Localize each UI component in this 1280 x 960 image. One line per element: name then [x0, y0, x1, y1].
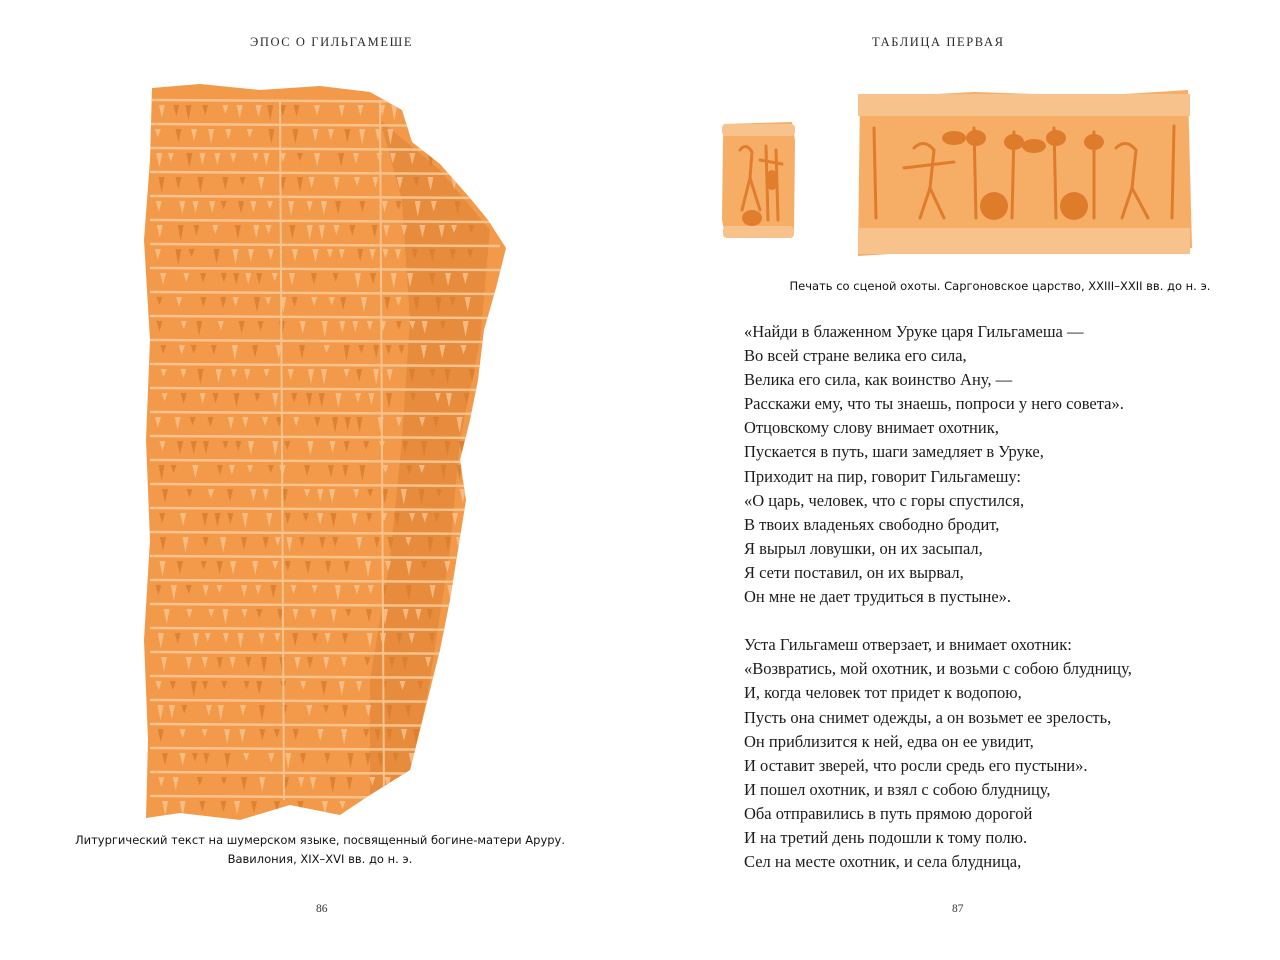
poem-line: Пусть она снимет одежды, а он возьмет ее зрелость,	[744, 707, 1112, 727]
seal-caption: Печать со сценой охоты. Саргоновское царство, XXIII–XXII вв. до н. э.	[789, 279, 1211, 293]
poem-line: Я вырыл ловушки, он их засыпал,	[744, 538, 983, 558]
poem-line: Во всей стране велика его сила,	[744, 346, 967, 366]
stanza-gap	[744, 609, 1132, 633]
poem-text	[744, 320, 1132, 874]
poem-line: Велика его сила, как воинство Ану, —	[744, 370, 1013, 390]
page-number-left: 86	[316, 903, 328, 915]
cylinder-seal-illustration	[720, 120, 798, 240]
poem-line: Уста Гильгамеш отверзает, и внимает охотник:	[744, 635, 1072, 655]
poem-line: «О царь, человек, что с горы спустился,	[744, 490, 1025, 510]
poem-line: Пускается в путь, шаги замедляет в Уруке,	[744, 442, 1044, 462]
poem-line: И на третий день подошли к тому полю.	[744, 827, 1028, 847]
cuneiform-tablet-illustration	[140, 80, 510, 825]
poem-line: Отцовскому слову внимает охотник,	[744, 418, 999, 438]
poem-line: Расскажи ему, что ты знаешь, попроси у него совета».	[744, 394, 1124, 414]
poem-line: В твоих владеньях свободно бродит,	[744, 514, 1000, 534]
right-page	[640, 0, 1280, 960]
tablet-caption-line1: Литургический текст на шумерском языке, посвященный богине-матери Аруру.	[74, 833, 566, 847]
poem-line: Он мне не дает трудиться в пустыне».	[744, 587, 1012, 607]
stanza-1	[744, 320, 1132, 609]
poem-line: Сел на месте охотник, и села блудница,	[744, 852, 1022, 872]
poem-line: «Возвратись, мой охотник, и возьми с собою блудницу,	[744, 659, 1132, 679]
running-head-left: ЭПОС О ГИЛЬГАМЕШЕ	[250, 35, 414, 49]
poem-line: И, когда человек тот придет к водопою,	[744, 683, 1022, 703]
poem-line: Приходит на пир, говорит Гильгамешу:	[744, 466, 1022, 486]
tablet-caption	[60, 831, 580, 869]
poem-line: Я сети поставил, он их вырвал,	[744, 562, 964, 582]
seal-impression-hunt-scene	[854, 88, 1194, 258]
poem-line: Он приблизится к ней, едва он ее увидит,	[744, 731, 1034, 751]
poem-line: И пошел охотник, и взял с собою блудницу,	[744, 779, 1051, 799]
running-head-right: ТАБЛИЦА ПЕРВАЯ	[872, 35, 1005, 49]
page-number-right: 87	[952, 903, 964, 915]
poem-line: И оставит зверей, что росли средь его пустыни».	[744, 755, 1088, 775]
stanza-2	[744, 633, 1132, 874]
poem-line: «Найди в блаженном Уруке царя Гильгамеша —	[744, 322, 1084, 341]
poem-line: Оба отправились в путь прямою дорогой	[744, 803, 1033, 823]
tablet-caption-line2: Вавилония, XIX–XVI вв. до н. э.	[227, 852, 413, 866]
